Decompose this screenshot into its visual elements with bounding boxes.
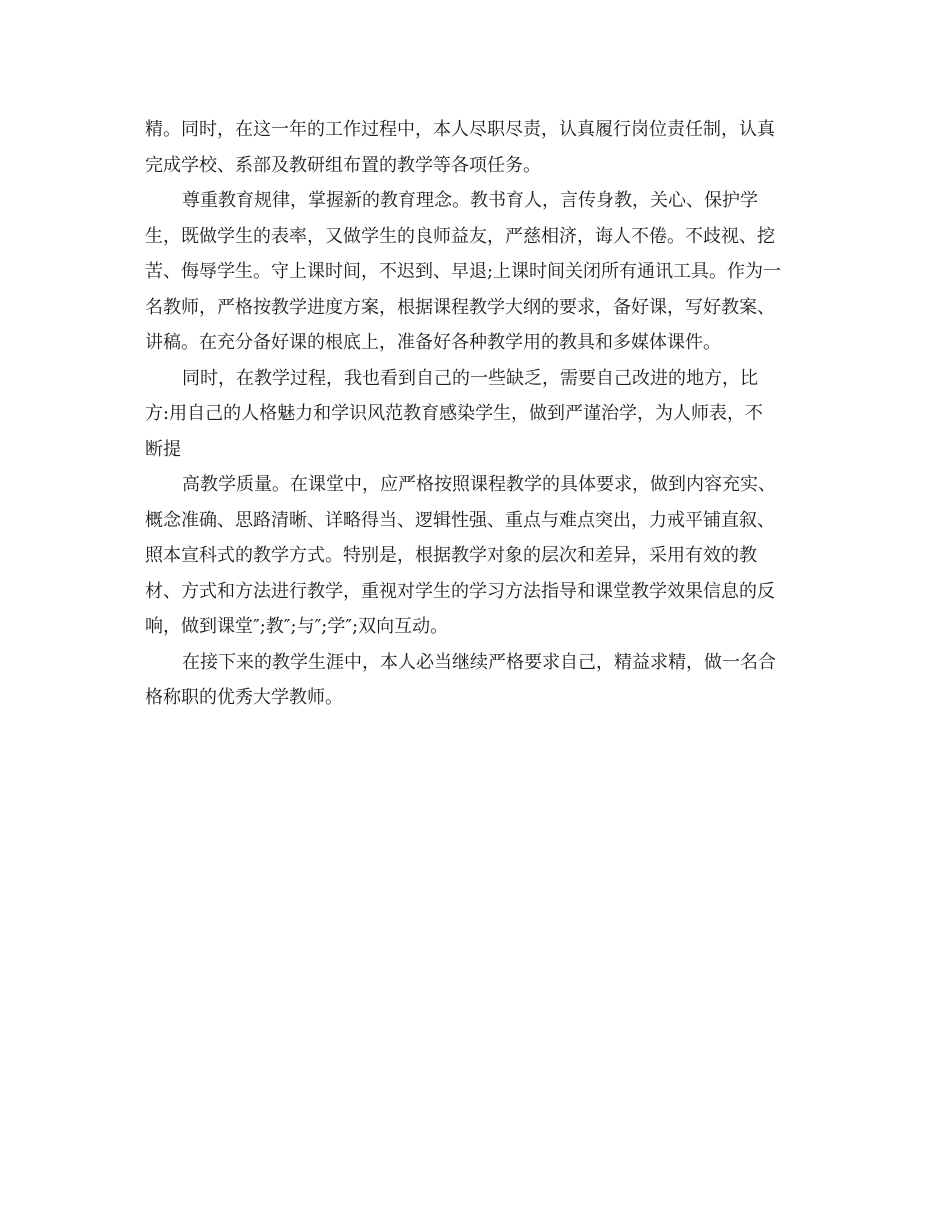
text-line: 同时，在教学过程，我也看到自己的一些缺乏，需要自己改进的地方，比: [182, 367, 758, 389]
text-line: 材、方式和方法进行教学，重视对学生的学习方法指导和课堂教学效果信息的反: [145, 580, 775, 602]
text-line: 生，既做学生的表率，又做学生的良师益友，严慈相济，诲人不倦。不歧视、挖: [145, 225, 775, 247]
text-line: 断提: [145, 438, 181, 460]
text-line: 响，做到课堂″;教″;与″;学″;双向互动。: [145, 616, 449, 637]
text-line: 照本宣科式的教学方式。特别是，根据教学对象的层次和差异，采用有效的教: [145, 545, 757, 566]
text-line: 格称职的优秀大学教师。: [145, 687, 343, 708]
text-line: 讲稿。在充分备好课的根底上，准备好各种教学用的教具和多媒体课件。: [145, 332, 721, 353]
text-line: 方:用自己的人格魅力和学识风范教育感染学生，做到严谨治学，为人师表，不: [145, 403, 764, 424]
text-line: 尊重教育规律，掌握新的教育理念。教书育人，言传身教，关心、保护学: [182, 190, 758, 211]
text-line: 名教师，严格按教学进度方案，根据课程教学大纲的要求，备好课，写好教案、: [145, 296, 775, 318]
text-line: 完成学校、系部及教研组布置的教学等各项任务。: [145, 154, 541, 176]
document-body: [145, 112, 815, 716]
text-line: 概念准确、思路清晰、详略得当、逻辑性强、重点与难点突出，力戒平铺直叙、: [145, 509, 775, 531]
text-line: 高教学质量。在课堂中，应严格按照课程教学的具体要求，做到内容充实、: [182, 474, 776, 495]
text-line: 精。同时，在这一年的工作过程中，本人尽职尽责，认真履行岗位责任制，认真: [145, 119, 775, 140]
text-line: 在接下来的教学生涯中，本人必当继续严格要求自己，精益求精，做一名合: [182, 651, 776, 673]
text-line: 苦、侮辱学生。守上课时间，不迟到、早退;上课时间关闭所有通讯工具。作为一: [145, 261, 782, 282]
